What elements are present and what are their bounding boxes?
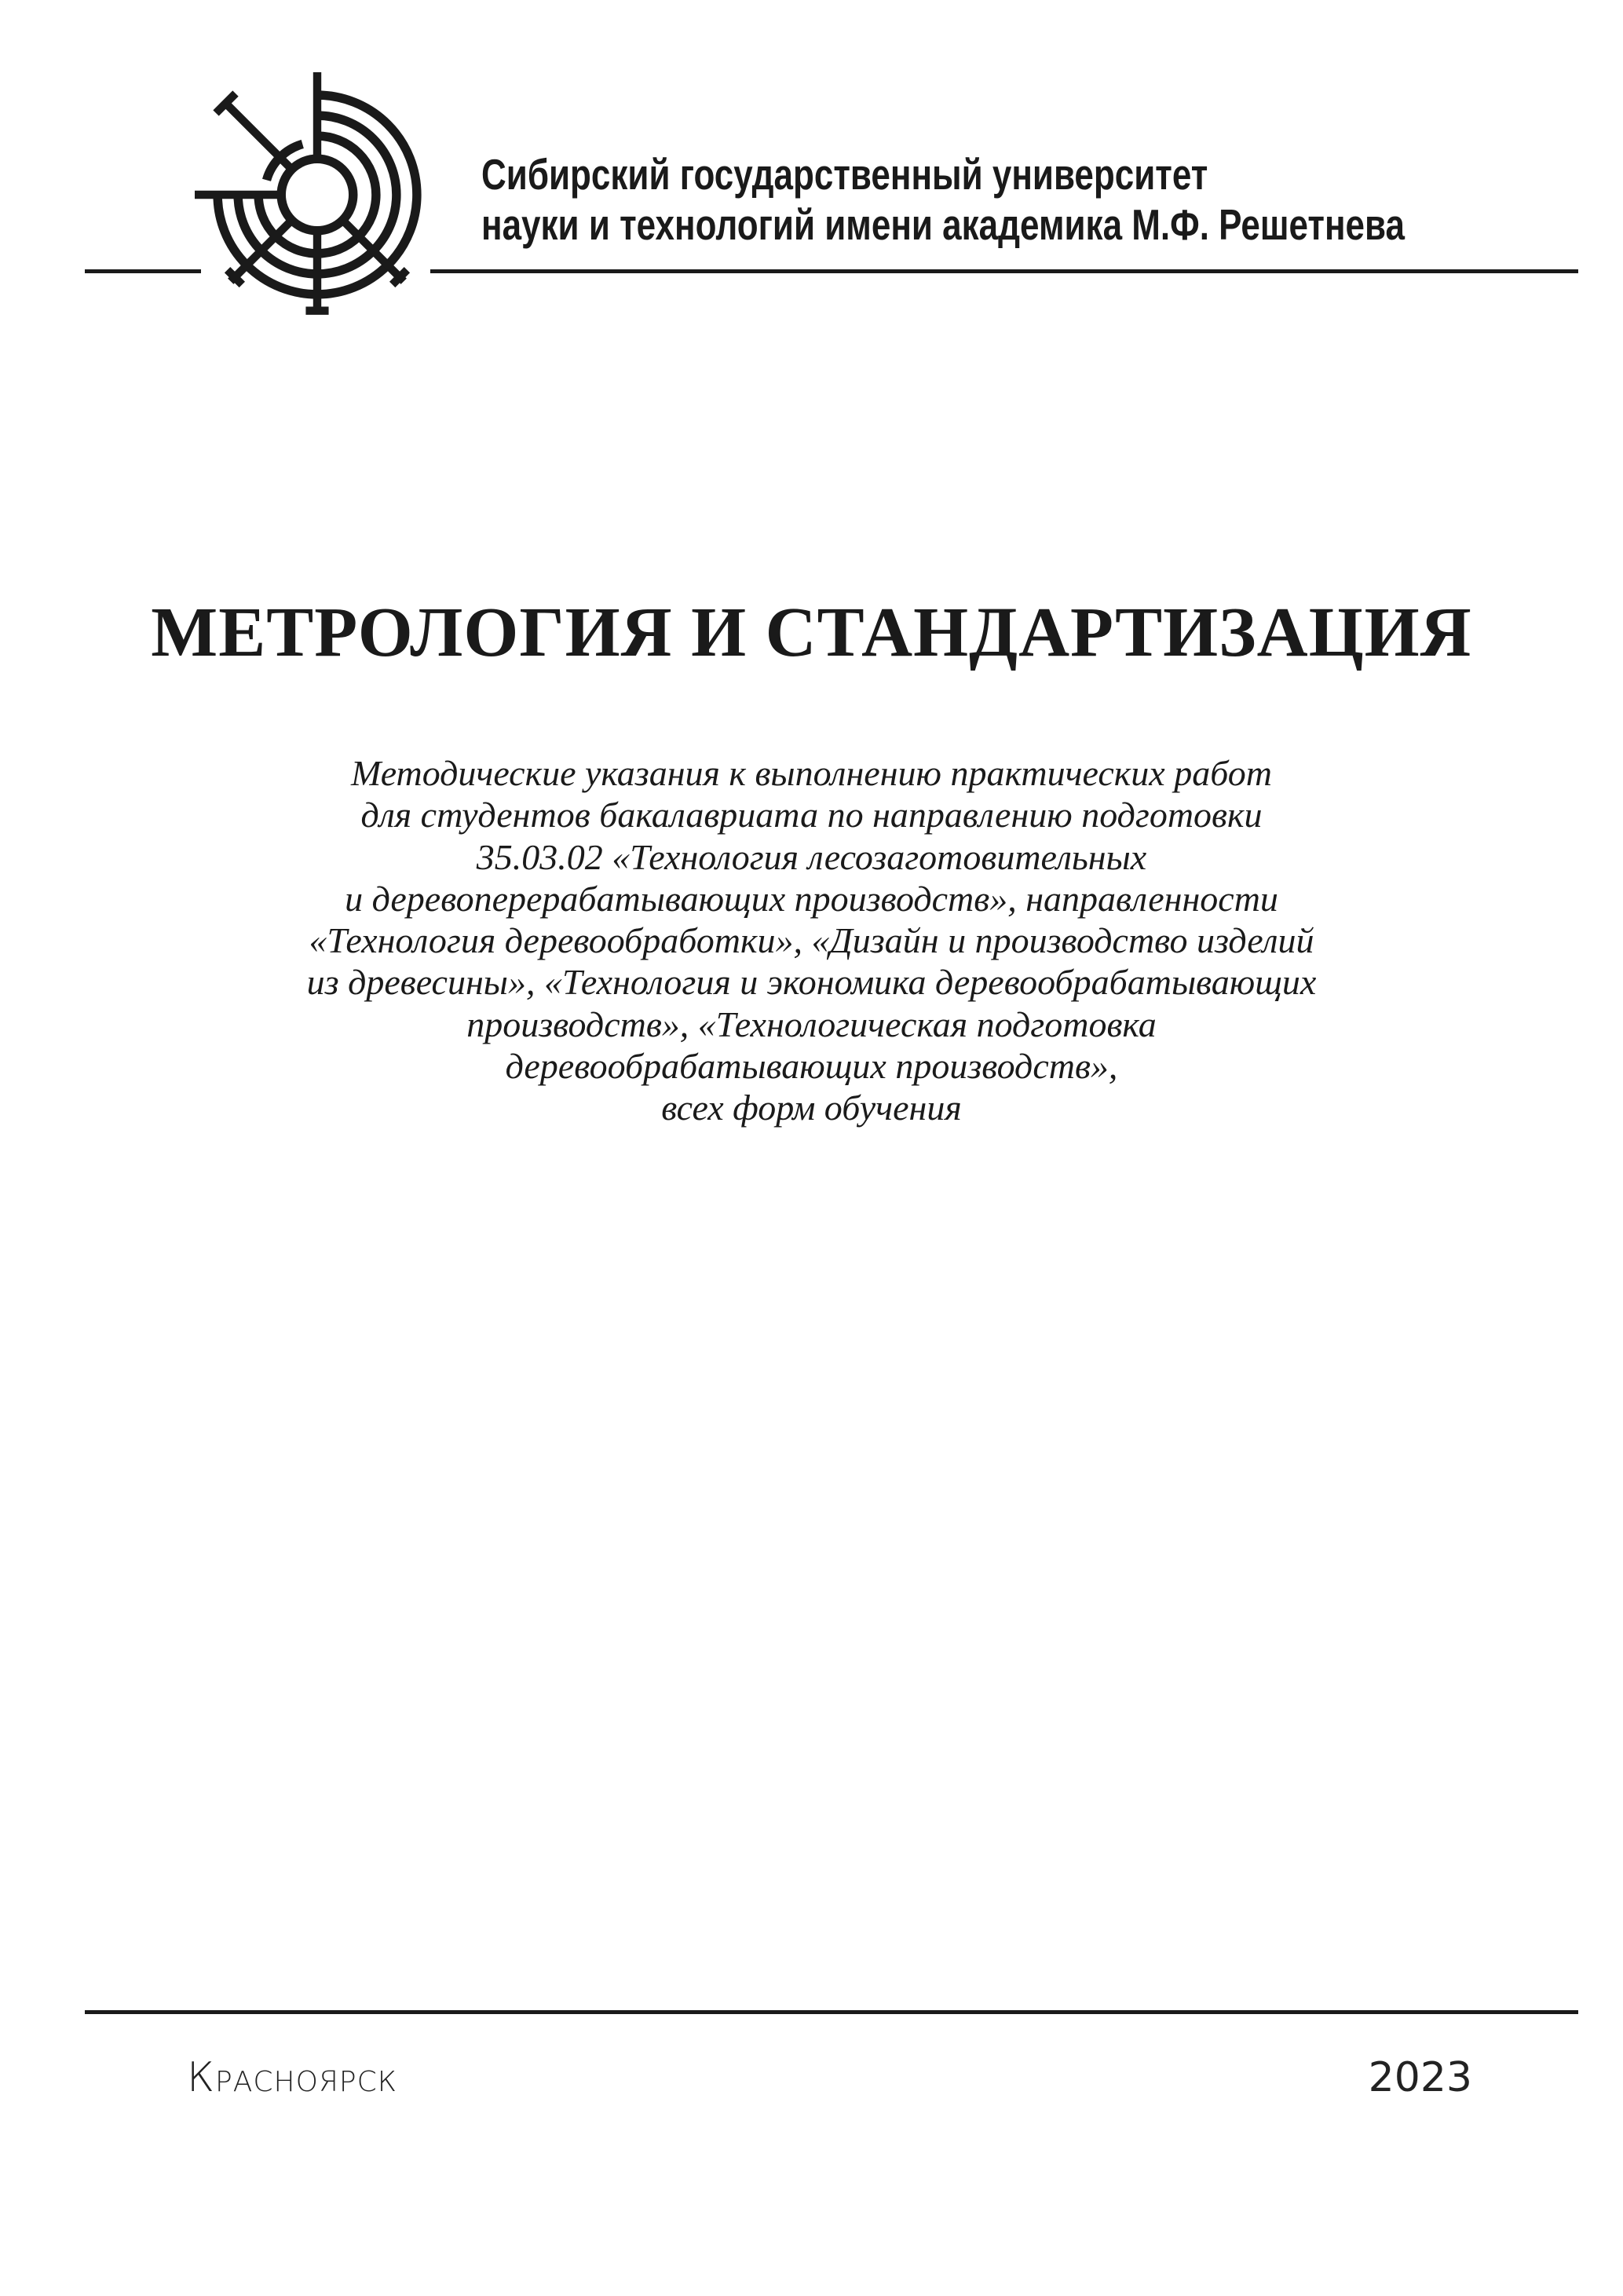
university-name <box>481 149 1405 250</box>
subtitle-line: деревообрабатывающих производств», <box>505 1046 1118 1087</box>
publication-year: 2023 <box>1368 2054 1472 2101</box>
university-name-line2: науки и технологий имени академика М.Ф. Решетнева <box>481 200 1405 249</box>
university-emblem-icon <box>195 72 440 317</box>
subtitle-line: Методические указания к выполнению практических работ <box>351 753 1272 793</box>
university-name-line1: Сибирский государственный университет <box>481 150 1208 199</box>
header-rule-left <box>85 269 201 273</box>
header-rule-right <box>430 269 1578 273</box>
subtitle-line: 35.03.02 «Технология лесозаготовительных <box>476 836 1147 877</box>
subtitle-line: и деревоперерабатывающих производств», направленности <box>345 878 1278 919</box>
subtitle-line: из древесины», «Технология и экономика деревообрабатывающих <box>306 962 1317 1003</box>
footer-rule <box>85 2010 1578 2014</box>
document-title: МЕТРОЛОГИЯ И СТАНДАРТИЗАЦИЯ <box>151 594 1472 671</box>
subtitle-line: производств», «Технологическая подготовка <box>466 1004 1157 1044</box>
document-subtitle <box>0 752 1623 1129</box>
subtitle-line: для студентов бакалавриата по направлению подготовки <box>360 795 1263 835</box>
subtitle-line: всех форм обучения <box>661 1088 962 1128</box>
publication-city: Красноярск <box>187 2054 398 2101</box>
subtitle-line: «Технология деревообработки», «Дизайн и производство изделий <box>309 920 1314 961</box>
